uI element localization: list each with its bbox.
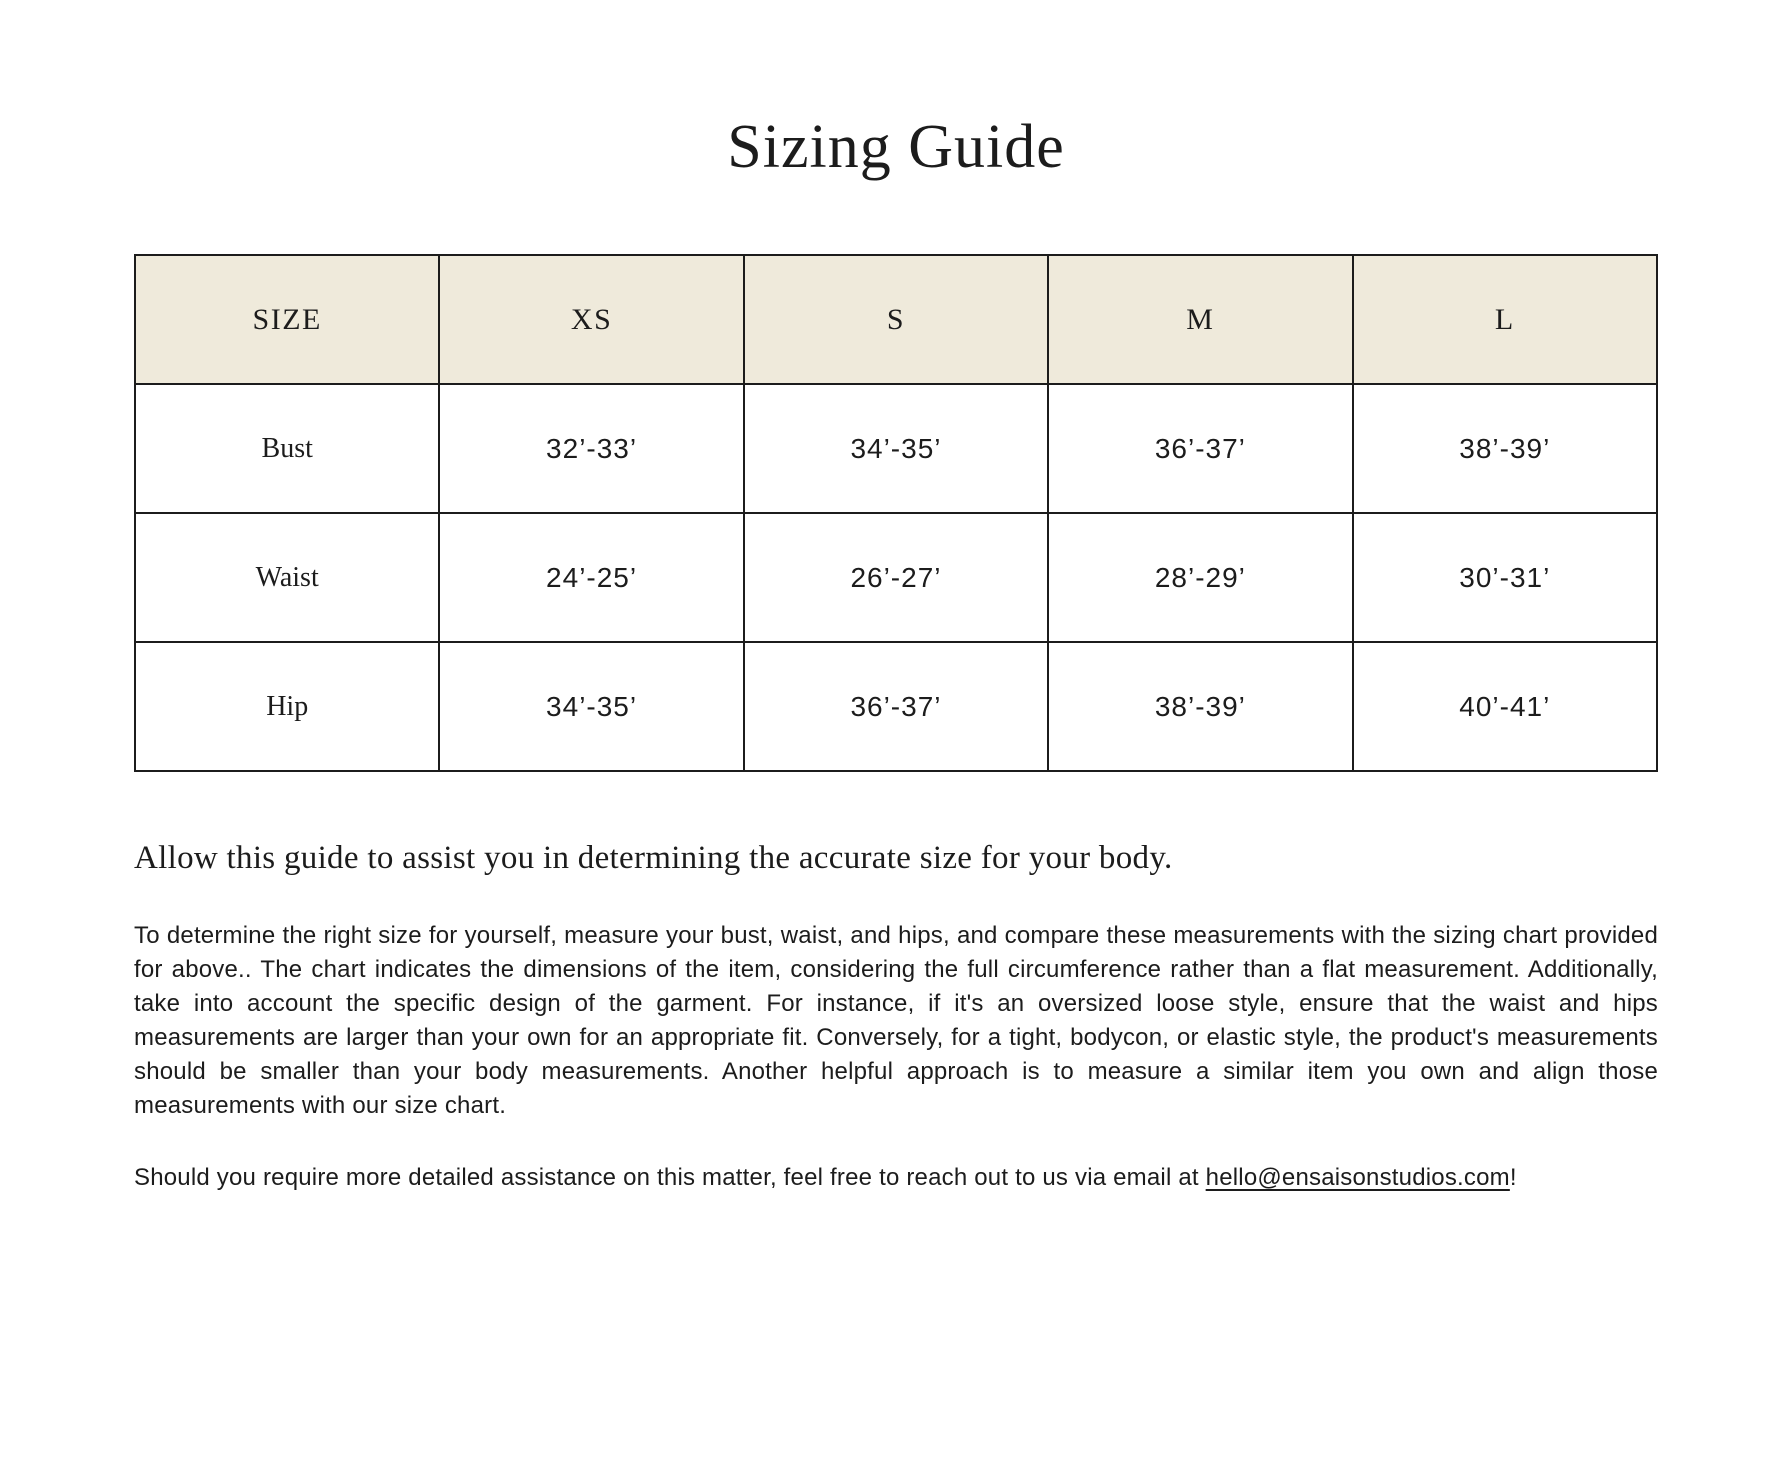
cell-waist-xs: 24’-25’ xyxy=(439,513,743,642)
row-label-waist: Waist xyxy=(135,513,439,642)
contact-suffix: ! xyxy=(1509,1164,1517,1191)
cell-hip-m: 38’-39’ xyxy=(1048,642,1352,771)
page-title: Sizing Guide xyxy=(727,113,1065,181)
cell-hip-s: 36’-37’ xyxy=(744,642,1048,771)
column-header-size: SIZE xyxy=(135,255,439,384)
cell-bust-s: 34’-35’ xyxy=(744,384,1048,513)
column-header-m: M xyxy=(1048,255,1352,384)
cell-waist-s: 26’-27’ xyxy=(744,513,1048,642)
contact-text: Should you require more detailed assistance on this matter, feel free to reach out to us via email at xyxy=(134,1164,1206,1191)
table-row-bust xyxy=(135,384,1657,513)
table-row-hip xyxy=(135,642,1657,771)
sizing-instructions-paragraph: To determine the right size for yourself, measure your bust, waist, and hips, and compare these measurements with the sizing chart provided for above.. The chart indicates the dimensions of the item, considering the full circumference rather than a flat measurement. Additionally, take into account the specific design of the garment. For instance, if it's an oversized loose style, ensure that the waist and hips measurements are larger than your own for an appropriate fit. Conversely, for a tight, bodycon, or elastic style, the product's measurements should be smaller than your body measurements. Another helpful approach is to measure a similar item you own and align those measurements with our size chart. xyxy=(134,922,1658,1119)
size-chart-table xyxy=(134,254,1658,772)
cell-hip-xs: 34’-35’ xyxy=(439,642,743,771)
cell-waist-m: 28’-29’ xyxy=(1048,513,1352,642)
cell-bust-l: 38’-39’ xyxy=(1353,384,1657,513)
column-header-l: L xyxy=(1353,255,1657,384)
cell-hip-l: 40’-41’ xyxy=(1353,642,1657,771)
contact-line xyxy=(134,1161,1658,1195)
table-header-row xyxy=(135,255,1657,384)
column-header-s: S xyxy=(744,255,1048,384)
row-label-bust: Bust xyxy=(135,384,439,513)
cell-bust-xs: 32’-33’ xyxy=(439,384,743,513)
row-label-hip: Hip xyxy=(135,642,439,771)
contact-email-link[interactable]: hello@ensaisonstudios.com xyxy=(1205,1164,1510,1191)
cell-waist-l: 30’-31’ xyxy=(1353,513,1657,642)
guide-subtitle: Allow this guide to assist you in determining the accurate size for your body. xyxy=(134,840,1173,876)
cell-bust-m: 36’-37’ xyxy=(1048,384,1352,513)
sizing-guide-page xyxy=(134,113,1658,1195)
table-row-waist xyxy=(135,513,1657,642)
column-header-xs: XS xyxy=(439,255,743,384)
